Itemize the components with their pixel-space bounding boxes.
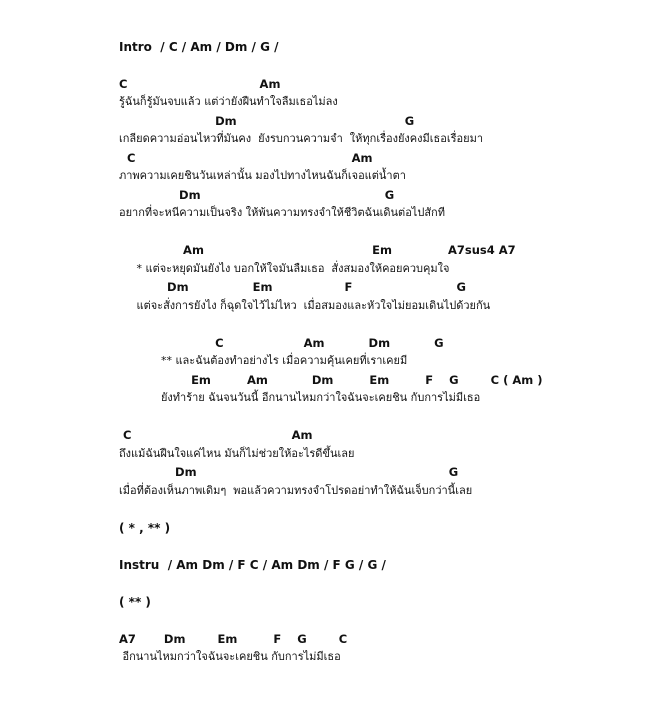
repeat-marker-2: ( ** ) bbox=[119, 595, 151, 609]
chorus1-lyric-1: * แต่จะหยุดมันยังไง บอกให้ใจมันลืมเธอ สั่งสมองให้คอยควบคุมใจ bbox=[119, 262, 450, 275]
instru-line: Instru / Am Dm / F C / Am Dm / F G / G / bbox=[119, 558, 386, 572]
verse1-chords-3: C Am bbox=[119, 151, 373, 165]
chorus1-lyric-2: แต่จะสั่งการยังไง ก็ฉุดใจไว้ไม่ไหว เมื่อสมองและหัวใจไม่ยอมเดินไปด้วยกัน bbox=[119, 299, 491, 312]
verse2-chords-2: Dm G bbox=[119, 465, 459, 479]
chorus2-chords-1: C Am Dm G bbox=[119, 336, 444, 350]
verse2-chords-1: C Am bbox=[119, 428, 313, 442]
verse1-lyric-2: เกลียดความอ่อนไหวที่มันคง ยังรบกวนความจำ ให้ทุกเรื่องยังคงมีเธอเรื่อยมา bbox=[119, 132, 483, 145]
outro-chords: A7 Dm Em F G C bbox=[119, 632, 348, 646]
verse1-lyric-4: อยากที่จะหนีความเป็นจริง ให้พ้นความทรงจำให้ชีวิตฉันเดินต่อไปสักที bbox=[119, 206, 445, 219]
chorus2-chords-2: Em Am Dm Em F G C ( Am ) bbox=[119, 373, 543, 387]
intro-line: Intro / C / Am / Dm / G / bbox=[119, 40, 279, 54]
repeat-marker-1: ( * , ** ) bbox=[119, 521, 171, 535]
chorus1-chords-2: Dm Em F G bbox=[119, 280, 466, 294]
verse1-chords-1: C Am bbox=[119, 77, 281, 91]
verse1-lyric-1: รู้ฉันก็รู้มันจบแล้ว แต่ว่ายังฝืนทำใจลืมเธอไม่ลง bbox=[119, 95, 338, 108]
chorus2-lyric-1: ** และฉันต้องทำอย่างไร เมื่อความคุ้นเคยที่เราเคยมี bbox=[119, 354, 408, 367]
verse2-lyric-2: เมื่อที่ต้องเห็นภาพเดิมๆ พอแล้วความทรงจำโปรดอย่าทำให้ฉันเจ็บกว่านี้เลย bbox=[119, 484, 473, 497]
verse1-chords-4: Dm G bbox=[119, 188, 395, 202]
verse2-lyric-1: ถึงแม้ฉันฝืนใจแค่ไหน มันก็ไม่ช่วยให้อะไรดีขึ้นเลย bbox=[119, 447, 355, 460]
chorus2-lyric-2: ยังทำร้าย ฉันจนวันนี้ อีกนานไหมกว่าใจฉันจะเคยชิน กับการไม่มีเธอ bbox=[119, 391, 481, 404]
chorus1-chords-1: Am Em A7sus4 A7 bbox=[119, 243, 516, 257]
verse1-chords-2: Dm G bbox=[119, 114, 415, 128]
verse1-lyric-3: ภาพความเคยชินวันเหล่านั้น มองไปทางไหนฉันก็เจอแต่น้ำตา bbox=[119, 169, 406, 182]
outro-lyric: อีกนานไหมกว่าใจฉันจะเคยชิน กับการไม่มีเธอ bbox=[119, 650, 341, 663]
